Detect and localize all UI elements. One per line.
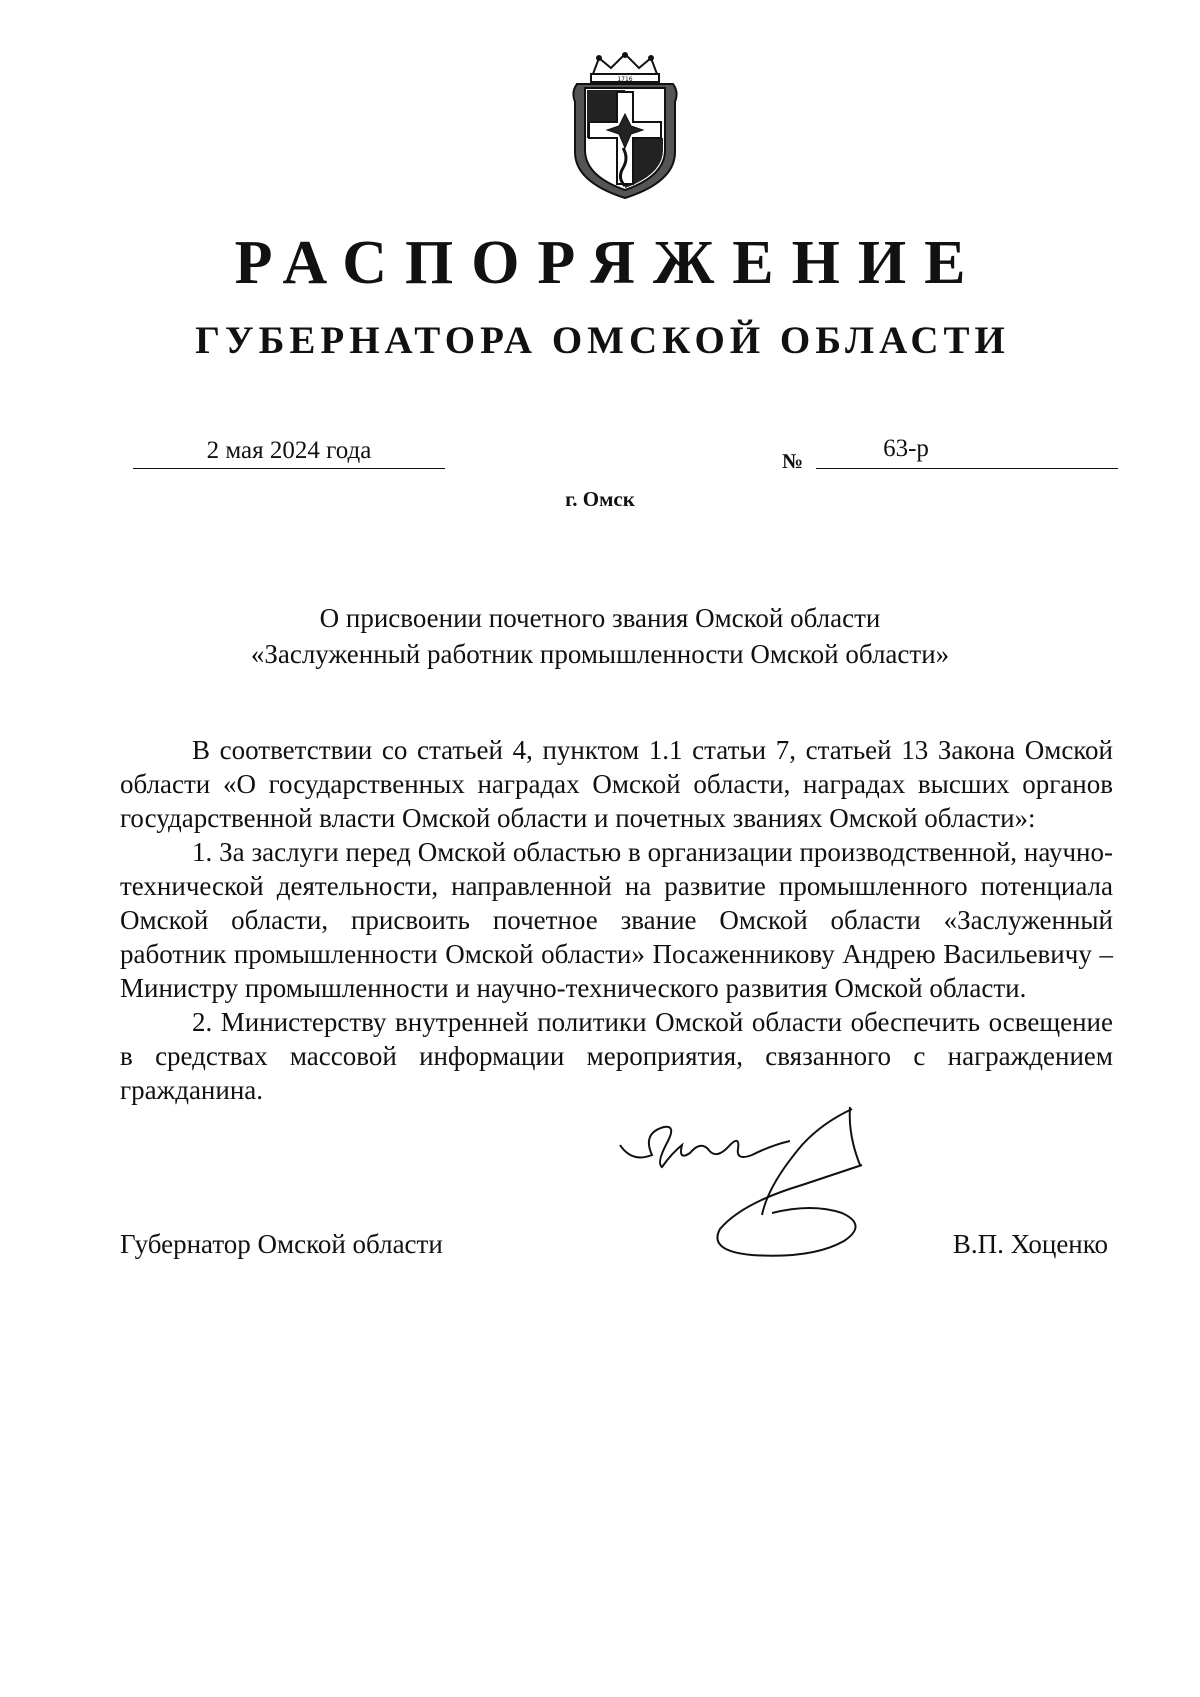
document-subtitle: ГУБЕРНАТОРА ОМСКОЙ ОБЛАСТИ xyxy=(195,319,1010,362)
document-subject xyxy=(0,600,1200,672)
subject-line-1: О присвоении почетного звания Омской области xyxy=(319,603,881,633)
item-1-paragraph: 1. За заслуги перед Омской областью в организации производственной, научно-технической деятельности, направленной на развитие промышленного потенциала Омской области, присвоить почетное звание Омской области «Заслуженный работник промышленности Омской области» Посаженникову Андрею Васильевичу – Министру промышленности и научно-технического развития Омской области. xyxy=(120,837,1113,1003)
document-body xyxy=(120,733,1113,1107)
handwritten-signature xyxy=(612,1105,942,1280)
signatory-role: Губернатор Омской области xyxy=(120,1229,443,1259)
preamble-paragraph: В соответствии со статьей 4, пунктом 1.1 статьи 7, статьей 13 Закона Омской области «О государственных наградах Омской области, наградах высших органов государственной власти Омской области и почетных званиях Омской области»: xyxy=(120,735,1113,833)
omsk-coat-of-arms-icon xyxy=(565,52,685,202)
item-2-paragraph: 2. Министерству внутренней политики Омской области обеспечить освещение в средствах массовой информации мероприятия, связанного с награждением гражданина. xyxy=(120,1007,1113,1105)
signatory-name: В.П. Хоценко xyxy=(952,1229,1108,1259)
subject-line-2: «Заслуженный работник промышленности Омской области» xyxy=(250,639,950,669)
number-label: № xyxy=(782,449,804,473)
document-date: 2 мая 2024 года xyxy=(133,434,445,469)
svg-text:1716: 1716 xyxy=(617,76,633,83)
number-underline xyxy=(816,430,1118,469)
document-number: 63-р xyxy=(883,435,929,462)
document-title: РАСПОРЯЖЕНИЕ xyxy=(234,229,984,297)
document-city: г. Омск xyxy=(565,487,635,511)
